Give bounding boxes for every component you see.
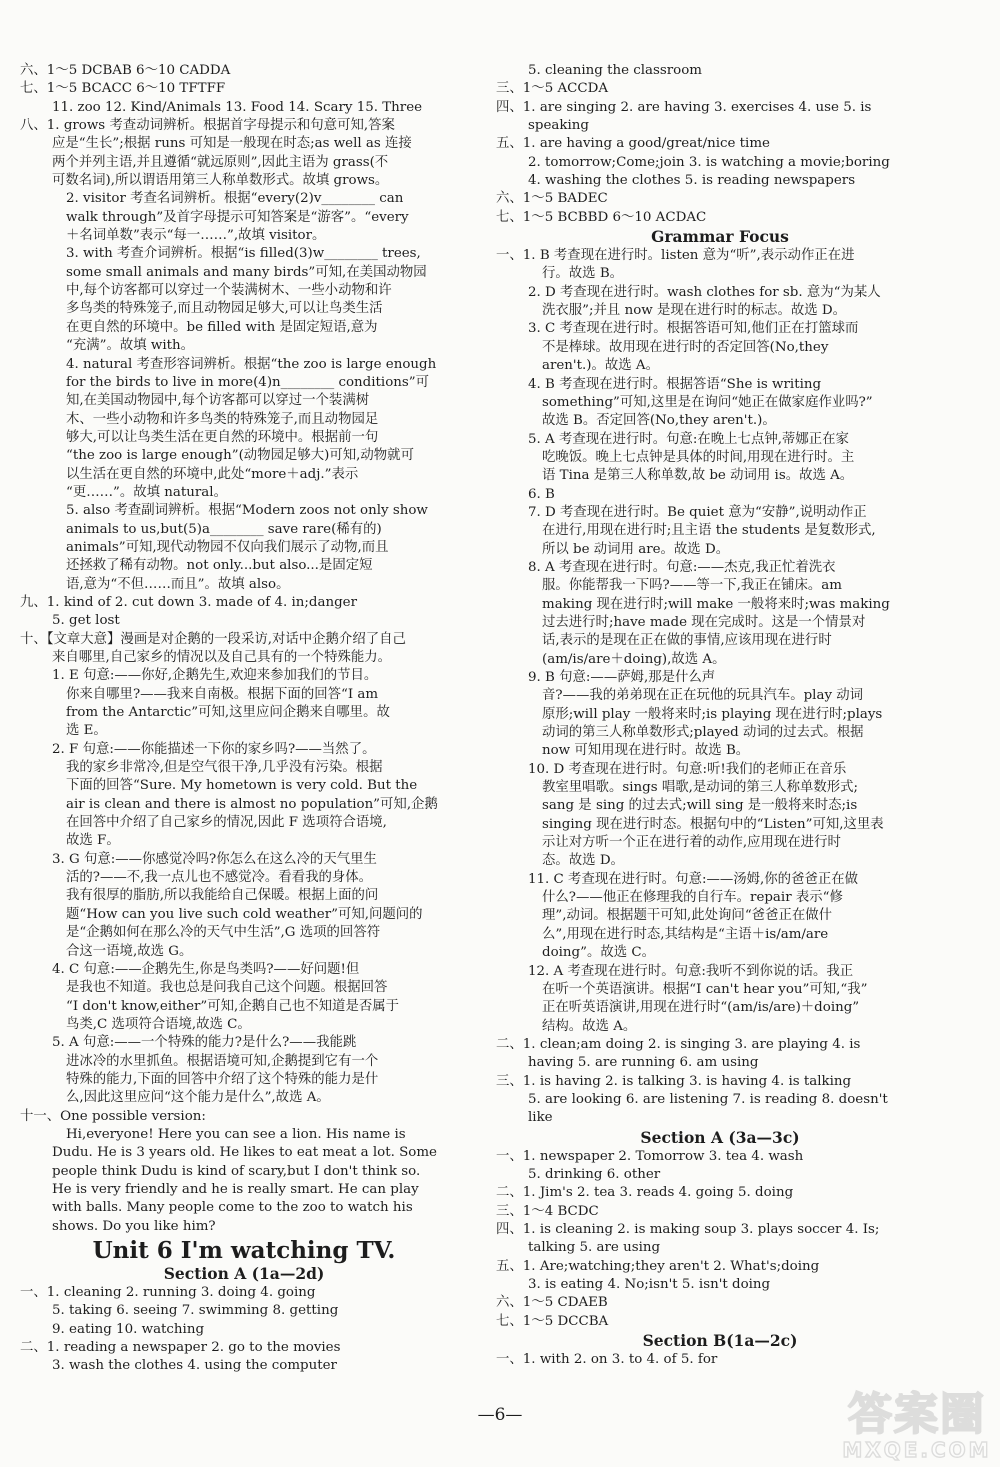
answer-line: 4. B 考查现在进行时。根据答语“She is writing <box>528 376 822 392</box>
answer-line: 4. C 句意:——企鹅先生,你是鸟类吗?——好问题!但 <box>52 961 360 977</box>
answer-line: 么”,用现在进行时态,其结构是“主语＋is/am/are <box>542 926 829 942</box>
answer-line: speaking <box>528 118 589 134</box>
watermark-text: 答案圈 <box>848 1389 986 1440</box>
answer-line: 2. F 句意:——你能描述一下你的家乡吗?——当然了。 <box>52 741 376 757</box>
answer-line: 所以 be 动词用 are。故选 D。 <box>542 541 730 557</box>
answer-line: 够大,可以让鸟类生活在更自然的环境中。根据前一句 <box>66 429 379 445</box>
answer-line: 8. A 考查现在进行时。句意:——杰克,我正忙着洗衣 <box>528 559 836 575</box>
answer-line: 在进行,用现在进行时;且主语 the students 是复数形式, <box>542 523 876 539</box>
answer-line: 正在听英语演讲,用现在进行时“(am/is/are)＋doing” <box>542 1000 860 1016</box>
answer-line: 5. A 句意:——一个特殊的能力?是什么?——我能跳 <box>52 1035 357 1051</box>
left-column <box>20 62 468 1376</box>
answer-line: 七、1～5 BCACC 6～10 TFTFF <box>20 81 226 97</box>
answer-line: 多鸟类的特殊笼子,而且动物园足够大,可以让鸟类生活 <box>66 301 383 317</box>
unit-title: Unit 6 I'm watching TV. <box>92 1237 396 1264</box>
answer-line: 六、1～5 CDAEB <box>496 1295 608 1311</box>
answer-line: 六、1～5 BADEC <box>496 191 608 207</box>
answer-line: 一、1. newspaper 2. Tomorrow 3. tea 4. wash <box>496 1148 804 1164</box>
answer-line: 过去进行时;have made 现在完成时。这是一个情景对 <box>542 614 866 630</box>
answer-line: 吃晚饭。晚上七点钟是具体的时间,用现在进行时。主 <box>542 449 855 465</box>
answer-line: 3. G 句意:——你感觉冷吗?你怎么在这么冷的天气里生 <box>52 851 377 867</box>
answer-line: 是“企鹅如何在那么冷的天气中生活”,G 选项的回答符 <box>66 925 381 941</box>
answer-line: 八、1. grows 考查动词辨析。根据首字母提示和句意可知,答案 <box>20 118 395 134</box>
answer-line: 你来自哪里?——我来自南极。根据下面的回答“I am <box>66 686 379 702</box>
answer-line: 在更自然的环境中。be filled with 是固定短语,意为 <box>66 319 378 335</box>
answer-line: 洗衣服”;并且 now 是现在进行时的标志。故选 D。 <box>542 303 847 319</box>
answer-line: 3. with 考查介词辨析。根据“is filled(3)w________ trees, <box>66 246 421 262</box>
answer-line: 三、1. is having 2. is talking 3. is having 4. is talking <box>496 1073 852 1089</box>
answer-line: 九、1. kind of 2. cut down 3. made of 4. in;danger <box>20 594 357 610</box>
answer-line: doing”。故选 C。 <box>542 945 656 961</box>
answer-line: animals”可知,现代动物园不仅向我们展示了动物,而且 <box>66 539 389 555</box>
answer-line: 还拯救了稀有动物。not only...but also...是固定短 <box>66 558 373 574</box>
answer-line: 五、1. are having a good/great/nice time <box>496 136 770 152</box>
grammar-focus-answers <box>496 247 944 1128</box>
answer-line: “the zoo is large enough”(动物园足够大)可知,动物就可 <box>66 448 414 464</box>
answer-line: 3. C 考查现在进行时。根据答语可知,他们正在打篮球而 <box>528 321 859 337</box>
answer-line: 话,表示的是现在正在做的事情,应该用现在进行时 <box>542 633 832 649</box>
section-a-3a-answers <box>496 1148 944 1331</box>
unit6-answers <box>20 1284 468 1376</box>
answer-line: walk through”及首字母提示可知答案是“游客”。“every <box>66 209 409 225</box>
answer-line: talking 5. are using <box>528 1240 661 1256</box>
answer-line: 不是棒球。故用现在进行时的否定回答(No,they <box>542 339 829 355</box>
answer-line: 5. drinking 6. other <box>528 1166 661 1182</box>
answer-line: 知,在美国动物园中,每个访客都可以穿过一个装满树 <box>66 393 370 409</box>
answer-line: 二、1. reading a newspaper 2. go to the movies <box>20 1340 341 1356</box>
answer-line: 故选 F。 <box>66 833 120 849</box>
answer-line: 三、1～5 ACCDA <box>496 81 609 97</box>
answer-line: 五、1. Are;watching;they aren't 2. What's;doing <box>496 1258 820 1274</box>
answer-line: 1. E 句意:——你好,企鹅先生,欢迎来参加我们的节目。 <box>52 668 378 684</box>
answer-line: 鸟类,C 选项符合语境,故选 C。 <box>66 1016 251 1032</box>
watermark-url: MXQE.COM <box>842 1438 992 1462</box>
answer-line: 我有很厚的脂肪,所以我能给自己保暖。根据上面的问 <box>66 888 379 904</box>
answer-line: (am/is/are＋doing),故选 A。 <box>542 651 726 667</box>
answer-line: shows. Do you like him? <box>52 1218 216 1234</box>
answer-line: 3. wash the clothes 4. using the computer <box>52 1358 337 1374</box>
answer-line: 7. D 考查现在进行时。Be quiet 意为“安静”,说明动作正 <box>528 504 867 520</box>
answer-line: for the birds to live in more(4)n________ conditions”可 <box>66 374 429 390</box>
answer-line: 特殊的能力,下面的回答中介绍了这个特殊的能力是什 <box>66 1071 379 1087</box>
answer-line: 5. also 考查副词辨析。根据“Modern zoos not only show <box>66 503 428 519</box>
answer-line: 9. eating 10. watching <box>52 1321 205 1337</box>
answer-line: aren't.)。故选 A。 <box>542 358 659 374</box>
answer-line: 是我也不知道。我也总是问我自己这个问题。根据回答 <box>66 980 388 996</box>
answer-line: 四、1. is cleaning 2. is making soup 3. plays soccer 4. Is; <box>496 1221 880 1237</box>
page-number: —6— <box>477 1405 523 1425</box>
right-answers-top <box>496 62 944 227</box>
answer-line: 选 E。 <box>66 723 107 739</box>
right-column <box>496 62 944 1369</box>
section-b-heading: Section B(1a—2c) <box>642 1331 798 1351</box>
answer-line: 六、1～5 DCBAB 6～10 CADDA <box>20 63 231 78</box>
answer-line: 2. visitor 考查名词辨析。根据“every(2)v________ can <box>66 191 404 207</box>
answer-line: 七、1～5 BCBBD 6～10 ACDAC <box>496 209 707 225</box>
answer-line: 9. B 句意:——萨姆,那是什么声 <box>528 670 716 685</box>
answer-line: 在回答中介绍了自己家乡的情况,因此 F 选项符合语境, <box>66 815 387 831</box>
answer-line: He is very friendly and he is really smart. He can play <box>52 1181 419 1197</box>
answer-line: 5. A 考查现在进行时。句意:在晚上七点钟,蒂娜正在家 <box>528 431 849 447</box>
answer-line: 教室里唱歌。sings 唱歌,是动词的第三人称单数形式; <box>542 780 859 796</box>
answer-line: 进冰冷的水里抓鱼。根据语境可知,企鹅提到它有一个 <box>66 1053 379 1069</box>
answer-line: 十一、One possible version: <box>20 1108 206 1124</box>
answer-line: 三、1～4 BCDC <box>496 1203 599 1219</box>
answer-line: 木、一些小动物和许多鸟类的特殊笼子,而且动物园足 <box>66 411 379 427</box>
answer-line: 5. cleaning the classroom <box>528 63 702 78</box>
answer-line: 一、1. cleaning 2. running 3. doing 4. going <box>20 1285 316 1300</box>
answer-line: “更……”。故填 natural。 <box>66 484 227 500</box>
answer-line: 原形;will play 一般将来时;is playing 现在进行时;plays <box>542 706 883 722</box>
answer-line: 12. A 考查现在进行时。句意:我听不到你说的话。我正 <box>528 963 854 979</box>
answer-line: 四、1. are singing 2. are having 3. exercises 4. use 5. is <box>496 99 872 115</box>
answer-line: 语,意为“不但……而且”。故填 also。 <box>66 576 290 592</box>
answer-line: singing 现在进行时态。根据句中的“Listen”可知,这里表 <box>542 816 884 832</box>
answer-line: 示让对方听一个正在进行着的动作,应用现在进行时 <box>542 835 841 851</box>
answer-line: 2. tomorrow;Come;join 3. is watching a movie;boring <box>528 154 890 170</box>
answer-line: 11. C 考查现在进行时。句意:——汤姆,你的爸爸正在做 <box>528 871 859 887</box>
answer-line: 5. are looking 6. are listening 7. is reading 8. doesn't <box>528 1091 888 1107</box>
answer-line: 动词的第三人称单数形式;played 动词的过去式。根据 <box>542 725 864 741</box>
answer-line: 一、1. B 考查现在进行时。listen 意为“听”,表示动作正在进 <box>496 248 855 264</box>
answer-line: 七、1～5 DCCBA <box>496 1313 609 1329</box>
answer-line: sang 是 sing 的过去式;will sing 是一般将来时态;is <box>542 798 858 814</box>
answer-line: 6. B <box>528 486 555 502</box>
answer-line: “充满”。故填 with。 <box>66 338 195 354</box>
answer-line: 合这一语境,故选 G。 <box>66 943 193 959</box>
answer-line: 故选 B。否定回答(No,they aren't.)。 <box>542 413 776 429</box>
answer-line: “I don't know,either”可知,企鹅自己也不知道是否属于 <box>66 998 400 1014</box>
answer-line: 么,因此这里应问“这个能力是什么”,故选 A。 <box>66 1090 330 1106</box>
answer-line: some small animals and many birds”可知,在美国动物园 <box>66 264 427 280</box>
answer-line: people think Dudu is kind of scary,but I don't think so. <box>52 1163 421 1179</box>
answer-line: from the Antarctic”可知,这里应问企鹅来自哪里。故 <box>66 705 390 721</box>
answer-line: 下面的回答“Sure. My hometown is very cold. But the <box>66 778 418 794</box>
answer-line: 我的家乡非常冷,但是空气很干净,几乎没有污染。根据 <box>66 760 383 776</box>
answer-line: 行。故选 B。 <box>542 266 624 282</box>
answer-line: 二、1. Jim's 2. tea 3. reads 4. going 5. doing <box>496 1185 794 1201</box>
answer-line: 2. D 考查现在进行时。wash clothes for sb. 意为“为某人 <box>528 284 881 300</box>
answer-line: 什么?——他正在修理我的自行车。repair 表示“修 <box>542 890 843 906</box>
answer-line: like <box>528 1110 553 1126</box>
answer-line: 可数名词),所以谓语用第三人称单数形式。故填 grows。 <box>52 173 389 189</box>
answer-line: making 现在进行时;will make 一般将来时;was making <box>542 596 890 612</box>
answer-line: Dudu. He is 3 years old. He likes to eat meat a lot. Some <box>52 1145 437 1161</box>
answer-line: air is clean and there is almost no population”可知,企鹅 <box>66 796 438 812</box>
answer-line: 一、1. with 2. on 3. to 4. of 5. for <box>496 1352 718 1368</box>
answer-line: 中,每个访客都可以穿过一个装满树木、一些小动物和许 <box>66 283 392 299</box>
answer-line: having 5. are running 6. am using <box>528 1055 759 1071</box>
answer-line: 活的?——不,我一点儿也不感觉冷。看看我的身体。 <box>66 870 373 886</box>
answer-line: 应是“生长”;根据 runs 可知是一般现在时态;as well as 连接 <box>52 136 412 152</box>
answer-line: something”可知,这里是在询问“她正在做家庭作业吗?” <box>542 394 873 410</box>
left-answers <box>20 62 468 1236</box>
answer-line: now 可知用现在进行时。故选 B。 <box>542 743 750 759</box>
answer-line: 4. washing the clothes 5. is reading newspapers <box>528 173 856 189</box>
answer-line: 音?——我的弟弟现在正在玩他的玩具汽车。play 动词 <box>542 688 864 704</box>
answer-line: with balls. Many people come to the zoo to watch his <box>52 1200 413 1216</box>
answer-line: animals to us,but(5)a________ save rare(稀有的) <box>66 521 382 537</box>
grammar-focus-heading: Grammar Focus <box>651 227 789 247</box>
answer-line: 3. is eating 4. No;isn't 5. isn't doing <box>528 1277 771 1292</box>
answer-line: 语 Tina 是第三人称单数,故 be 动词用 is。故选 A。 <box>542 468 854 484</box>
answer-line: 十、【文章大意】漫画是对企鹅的一段采访,对话中企鹅介绍了自己 <box>20 631 406 647</box>
answer-line: 来自哪里,自己家乡的情况以及自己具有的一个特殊能力。 <box>52 650 392 665</box>
answer-line: 态。故选 D。 <box>542 853 624 869</box>
answer-line: Hi,everyone! Here you can see a lion. His name is <box>66 1126 406 1142</box>
answer-line: 在听一个英语演讲。根据“I can't hear you”可知,“我” <box>542 981 868 997</box>
answer-line: 结构。故选 A。 <box>542 1018 637 1034</box>
answer-line: 4. natural 考查形容词辨析。根据“the zoo is large enough <box>66 356 437 372</box>
section-b-answers <box>496 1351 944 1369</box>
answer-line: 服。你能帮我一下吗?——等一下,我正在铺床。am <box>542 578 842 594</box>
answer-line: ＋名词单数”表示“每一……”,故填 visitor。 <box>66 228 326 244</box>
answer-line: 5. get lost <box>52 613 120 629</box>
section-a-heading: Section A (1a—2d) <box>163 1264 325 1283</box>
answer-line: 二、1. clean;am doing 2. is singing 3. are playing 4. is <box>496 1036 861 1052</box>
answer-line: 11. zoo 12. Kind/Animals 13. Food 14. Scary 15. Three <box>52 99 423 115</box>
answer-line: 题“How can you live such cold weather”可知,问题问的 <box>66 906 423 922</box>
watermark-logo <box>842 1391 992 1463</box>
answer-line: 10. D 考查现在进行时。句意:听!我们的老师正在音乐 <box>528 761 847 777</box>
answer-line: 理”,动词。根据题干可知,此处询问“爸爸正在做什 <box>542 908 833 924</box>
section-a-3a-heading: Section A (3a—3c) <box>640 1127 800 1147</box>
answer-line: 两个并列主语,并且遵循“就远原则”,因此主语为 grass(不 <box>52 154 389 170</box>
answer-line: 5. taking 6. seeing 7. swimming 8. getting <box>52 1303 339 1319</box>
answer-line: 以生活在更自然的环境中,此处“more＋adj.”表示 <box>66 466 359 482</box>
